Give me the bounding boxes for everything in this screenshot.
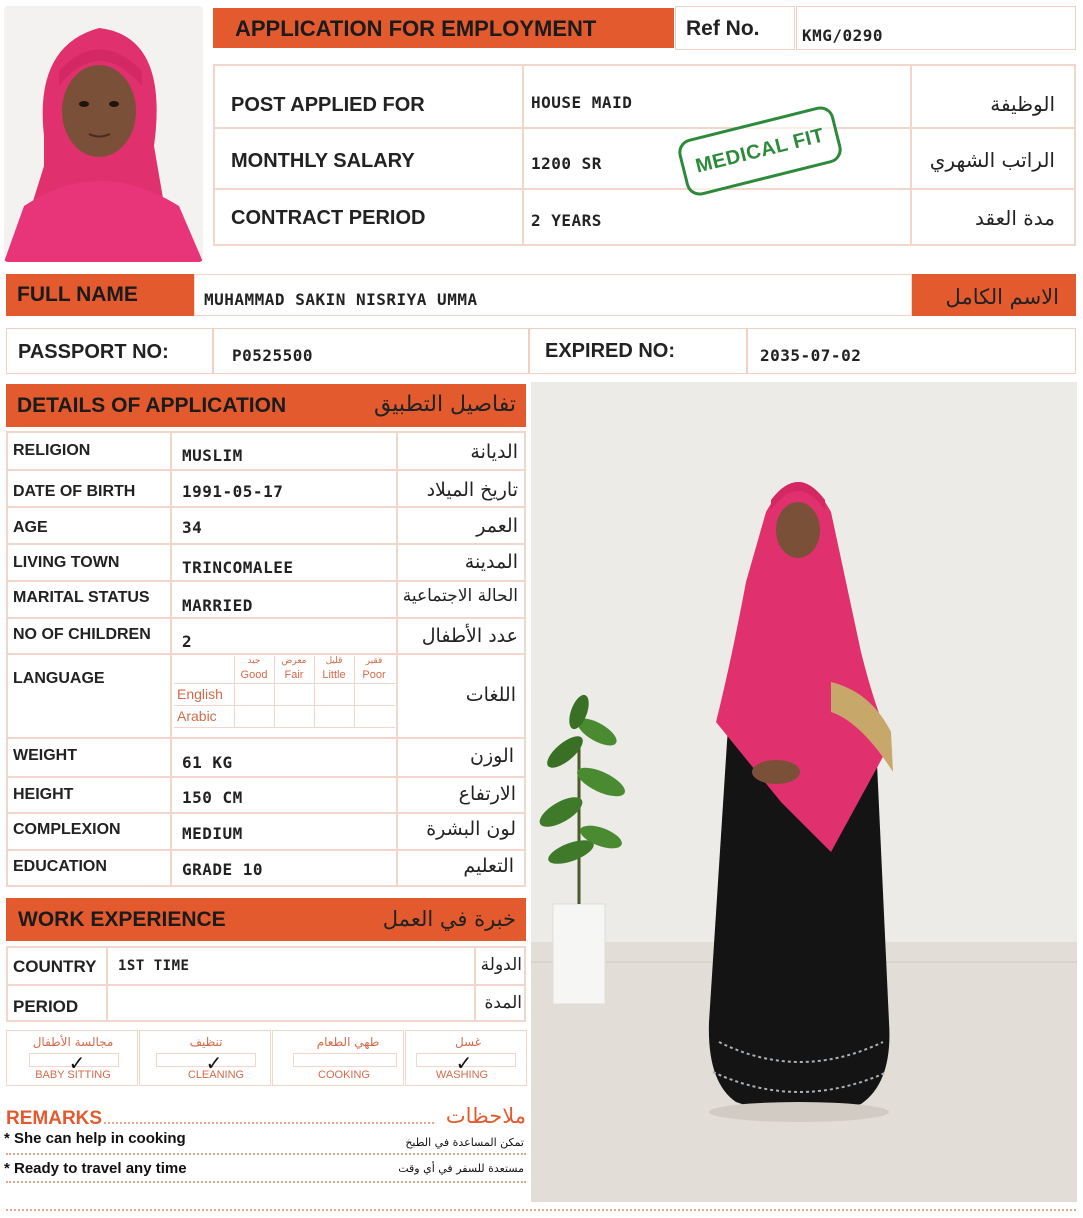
language-grid [174, 656, 395, 736]
religion-ar: الديانة [470, 441, 518, 463]
education-value: GRADE 10 [182, 860, 264, 879]
dob-value: 1991-05-17 [182, 482, 284, 501]
period-label: PERIOD [13, 997, 79, 1016]
details-row-divider [6, 543, 526, 545]
passport-label: PASSPORT NO: [18, 341, 169, 363]
age-value: 34 [182, 518, 203, 537]
skill-washing-en: WASHING [435, 1069, 489, 1081]
level-poor-en: Poor [362, 669, 386, 681]
language-ar: اللغات [465, 684, 516, 706]
details-row-divider [6, 849, 526, 851]
education-label: EDUCATION [13, 858, 107, 875]
skills-row [6, 1030, 528, 1086]
expired-label: EXPIRED NO: [545, 340, 676, 362]
age-label: AGE [13, 519, 48, 536]
details-row-divider [6, 737, 526, 739]
skill-cooking-en: COOKING [318, 1069, 370, 1081]
job-row-divider-1 [213, 127, 1076, 129]
remark-1-en: * She can help in cooking [4, 1130, 186, 1147]
contract-label: CONTRACT PERIOD [231, 207, 426, 229]
weight-ar: الوزن [469, 745, 514, 767]
remark-1-ar: تمكن المساعدة في الطبخ [405, 1136, 524, 1149]
job-col-divider-2 [910, 64, 912, 246]
skill-washing-check: ✓ [455, 1053, 473, 1075]
language-grid-hline [174, 727, 395, 728]
portrait-illustration [4, 6, 203, 262]
language-grid-vline [314, 656, 315, 728]
details-row-divider [6, 469, 526, 471]
portrait-photo [4, 6, 203, 262]
ref-label: Ref No. [686, 17, 760, 40]
skill-box [293, 1053, 397, 1067]
details-row-divider [6, 776, 526, 778]
marital-status-ar: الحالة الاجتماعية [402, 586, 518, 606]
skill-baby-sitting-en: BABY SITTING [35, 1069, 111, 1081]
marital-status-value: MARRIED [182, 596, 253, 615]
remarks-label-ar: ملاحظات [445, 1104, 526, 1128]
religion-label: RELIGION [13, 442, 91, 459]
details-row-divider [6, 617, 526, 619]
skill-baby-sitting-ar: مجالسة الأطفال [32, 1035, 114, 1049]
language-arabic: Arabic [177, 708, 217, 724]
remarks-label: REMARKS [6, 1108, 103, 1129]
remark-dots [6, 1180, 526, 1183]
level-fair-en: Fair [284, 669, 304, 681]
details-title-ar: تفاصيل التطبيق [373, 392, 516, 417]
country-label: COUNTRY [13, 957, 97, 976]
level-little-en: Little [322, 669, 346, 681]
level-fair-ar: معرض [281, 656, 307, 666]
skill-baby-sitting [6, 1030, 138, 1086]
level-poor-ar: فقير [365, 656, 383, 666]
level-good-ar: جيد [247, 656, 261, 666]
weight-value: 61 KG [182, 753, 233, 772]
children-value: 2 [182, 632, 193, 651]
job-row-divider-2 [213, 188, 1076, 190]
remark-dots [6, 1152, 526, 1155]
skill-cleaning-ar: تنظيف [189, 1035, 223, 1049]
living-town-ar: المدينة [464, 551, 518, 573]
details-col-divider-1 [170, 431, 172, 887]
children-label: NO OF CHILDREN [13, 626, 151, 643]
details-row-divider [6, 506, 526, 508]
full-body-photo [531, 382, 1077, 1202]
skill-cleaning [139, 1030, 271, 1086]
skill-cooking-ar: طهي الطعام [316, 1035, 380, 1049]
details-col-divider-2 [396, 431, 398, 887]
medical-fit-text: MEDICAL FIT [693, 123, 827, 178]
post-applied-label: POST APPLIED FOR [231, 94, 425, 116]
level-good-en: Good [240, 669, 268, 681]
work-col-divider [106, 946, 108, 1022]
dob-label: DATE OF BIRTH [13, 483, 136, 500]
contract-ar: مدة العقد [975, 206, 1055, 230]
details-title: DETAILS OF APPLICATION [17, 394, 287, 417]
complexion-label: COMPLEXION [13, 821, 121, 838]
details-row-divider [6, 812, 526, 814]
skill-cooking [272, 1030, 404, 1086]
contract-value: 2 YEARS [531, 211, 602, 230]
height-ar: الارتفاع [458, 783, 516, 805]
full-body-illustration [531, 382, 1077, 1202]
expired-value: 2035-07-02 [760, 346, 862, 365]
education-ar: التعليم [463, 855, 514, 877]
language-grid-hline [174, 683, 395, 684]
living-town-value: TRINCOMALEE [182, 558, 294, 577]
country-ar: الدولة [480, 955, 522, 975]
skill-washing-ar: غسل [454, 1035, 482, 1049]
work-title: WORK EXPERIENCE [18, 908, 226, 931]
language-english: English [177, 686, 223, 702]
post-applied-value: HOUSE MAID [531, 93, 633, 112]
salary-label: MONTHLY SALARY [231, 150, 415, 172]
complexion-value: MEDIUM [182, 824, 243, 843]
salary-value: 1200 SR [531, 154, 602, 173]
skill-baby-sitting-check: ✓ [68, 1053, 86, 1075]
passport-value: P0525500 [232, 346, 314, 365]
job-col-divider-1 [522, 64, 524, 246]
skill-cleaning-en: CLEANING [187, 1069, 245, 1081]
details-row-divider [6, 653, 526, 655]
salary-ar: الراتب الشهري [929, 148, 1055, 172]
marital-status-label: MARITAL STATUS [13, 589, 150, 606]
age-ar: العمر [476, 515, 518, 537]
country-value: 1ST TIME [118, 958, 190, 974]
language-label: LANGUAGE [13, 670, 105, 687]
skill-washing [405, 1030, 527, 1086]
full-name-value: MUHAMMAD SAKIN NISRIYA UMMA [204, 290, 478, 309]
religion-value: MUSLIM [182, 446, 243, 465]
period-ar: المدة [484, 993, 522, 1013]
work-title-ar: خبرة في العمل [382, 907, 516, 931]
language-grid-vline [274, 656, 275, 728]
living-town-label: LIVING TOWN [13, 554, 120, 571]
work-row-divider [6, 984, 526, 986]
skill-cleaning-check: ✓ [205, 1053, 223, 1075]
ref-value: KMG/0290 [802, 26, 884, 45]
details-row-divider [6, 580, 526, 582]
remark-2-en: * Ready to travel any time [4, 1160, 187, 1177]
language-grid-hline [174, 705, 395, 706]
full-name-label: FULL NAME [17, 283, 138, 306]
remarks-dots [104, 1120, 434, 1124]
dob-ar: تاريخ الميلاد [426, 479, 518, 501]
full-name-ar: الاسم الكامل [945, 285, 1059, 309]
post-applied-ar: الوظيفة [990, 92, 1055, 116]
language-grid-vline [234, 656, 235, 728]
language-grid-vline [354, 656, 355, 728]
application-title: APPLICATION FOR EMPLOYMENT [235, 16, 597, 41]
height-value: 150 CM [182, 788, 243, 807]
complexion-ar: لون البشرة [426, 818, 516, 840]
weight-label: WEIGHT [13, 747, 77, 764]
remark-2-ar: مستعدة للسفر في أي وقت [398, 1162, 524, 1175]
level-little-ar: قليل [325, 656, 343, 666]
footer-dots [6, 1208, 1076, 1211]
height-label: HEIGHT [13, 786, 74, 803]
children-ar: عدد الأطفال [421, 625, 518, 647]
